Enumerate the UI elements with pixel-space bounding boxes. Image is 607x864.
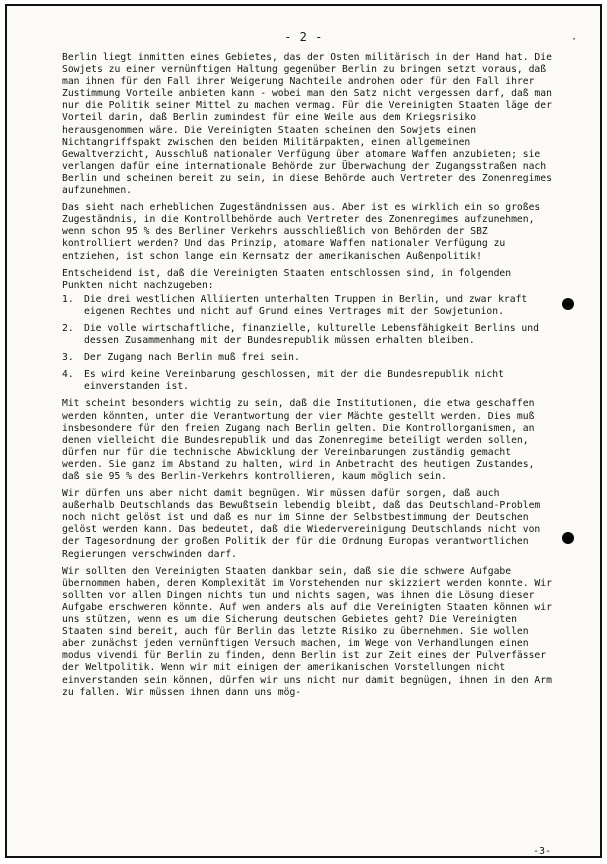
list-item-point-2 — [62, 323, 556, 347]
paragraph-gratitude: Wir sollten den Vereinigten Staaten dankbar sein, daß sie die schwere Aufgabe übernommen haben, deren Komplexität im Vorstehenden nur skizziert werden konnte. Wir sollten vor allen Dingen nichts tun und nichts sagen, was ihnen die Lösung dieser Aufgabe erschweren könnte. Auf wen anders als auf die Vereinigten Staaten können wir uns stützen, wenn es um die Sicherung deutschen Gebietes geht? Die Vereinigten Staaten sind bereit, auch für Berlin das letzte Risiko zu übernehmen. Sie wollen aber zunächst jeden vernünftigen Versuch machen, im Wege von Verhandlungen einen modus vivendi für Berlin zu finden, denn Berlin ist zur Zeit eines der Pulverfässer der Weltpolitik. Wenn wir mit einigen der amerikanischen Vorstellungen nicht einverstanden sein können, dürfen wir uns nicht nur damit begnügen, ihnen in den Arm zu fallen. Wir müssen ihnen dann uns mög- — [62, 565, 552, 698]
paragraph-points-intro: Entscheidend ist, daß die Vereinigten Staaten entschlossen sind, in folgenden Punkten nicht nachzugeben: — [62, 267, 512, 291]
punch-hole-bottom — [562, 532, 574, 544]
point-text: Die volle wirtschaftliche, finanzielle, kulturelle Lebensfähigkeit Berlins und dessen Zusammenhang mit der Bundesrepublik müssen erhalten bleiben. — [84, 322, 539, 347]
point-number: 3. — [62, 352, 74, 364]
corner-mark: · — [570, 34, 577, 45]
paragraph-institutions: Mit scheint besonders wichtig zu sein, daß die Institutionen, die etwa geschaffen werden könnten, unter die Verantwortung der vier Mächte gestellt werden. Dies muß insbesondere für den freien Zugang nach Berlin gelten. Die Kontrollorganismen, an denen vielleicht die Bundesrepublik und das Zonenregime beteiligt werden sollen, dürfen nur für die technische Abwicklung der Vereinbarungen zuständig gemacht werden. Sie ganz im Abstand zu halten, wird in Anbetracht des heutigen Zustandes, daß sie 95 % des Berlin-Verkehrs kontrollieren, kaum möglich sein. — [62, 398, 535, 482]
list-item-point-3 — [62, 352, 556, 364]
next-page-marker: -3- — [532, 846, 551, 857]
paragraph-concessions: Das sieht nach erheblichen Zugeständnissen aus. Aber ist es wirklich ein so großes Zugeständnis, in die Kontrollbehörde auch Vertreter des Zonenregimes aufzunehmen, wenn schon 95 % des Berliner Verkehrs ausschließlich von Behörden der SBZ kontrolliert werden? Und das Prinzip, atomare Waffen nationaler Verfügung zu entziehen, ist schon lange ein Kernsatz der amerikanischen Außenpolitik! — [62, 202, 541, 262]
page-number: - 2 - — [284, 30, 323, 44]
paragraph-self-determination: Wir dürfen uns aber nicht damit begnügen. Wir müssen dafür sorgen, daß auch außerhalb Deutschlands das Bewußtsein lebendig bleibt, daß das Deutschland-Problem noch nicht gelöst ist und daß es nur im Sinne der Selbstbestimmung der Deutschen gelöst werden kann. Das bedeutet, daß die Wiedervereinigung Deutschlands nicht von der Tagesordnung der großen Politik der für die Ordnung Europas verantwortlichen Regierungen verschwinden darf. — [62, 488, 541, 560]
paragraph-berlin-situation: Berlin liegt inmitten eines Gebietes, das der Osten militärisch in der Hand hat. Die Sowjets zu einer vernünftigen Haltung gegenüber Berlin zu bringen setzt voraus, daß man ihnen für den Fall ihrer Weigerung Nachteile androhen oder für den Fall ihrer Zustimmung Vorteile anbieten kann - wobei man den Satz nicht vergessen darf, daß man nur die Politik seiner Mittel zu machen vermag. Für die Vereinigten Staaten läge der Vorteil darin, daß Berlin zumindest für eine Weile aus dem Kriegsrisiko herausgenommen wäre. Die Vereinigten Staaten scheinen den Sowjets einen Nichtangriffspakt zwischen den beiden Militärpakten, einen allgemeinen Gewaltverzicht, Ausschluß nationaler Verfügung über atomare Waffen anzubieten; sie verlangen dafür eine internationale Behörde zur Überwachung der Zugangsstraßen nach Berlin und scheinen bereit zu sein, in diese Behörde auch Vertreter des Zonenregimes aufzunehmen. — [62, 52, 552, 197]
point-text: Es wird keine Vereinbarung geschlossen, mit der die Bundesrepublik nicht einverstanden ist. — [84, 369, 504, 393]
point-text: Der Zugang nach Berlin muß frei sein. — [84, 352, 300, 364]
point-number: 2. — [62, 322, 74, 334]
point-number: 4. — [62, 369, 74, 381]
list-item-point-4 — [62, 369, 556, 393]
point-text: Die drei westlichen Alliierten unterhalten Truppen in Berlin, und zwar kraft eigenen Rechtes und nicht auf Grund eines Vertrages mit der Sowjetunion. — [84, 293, 528, 317]
point-number: 1. — [62, 293, 74, 305]
punch-hole-top — [562, 298, 574, 310]
list-item-point-1 — [62, 294, 556, 318]
document-body — [62, 52, 556, 704]
